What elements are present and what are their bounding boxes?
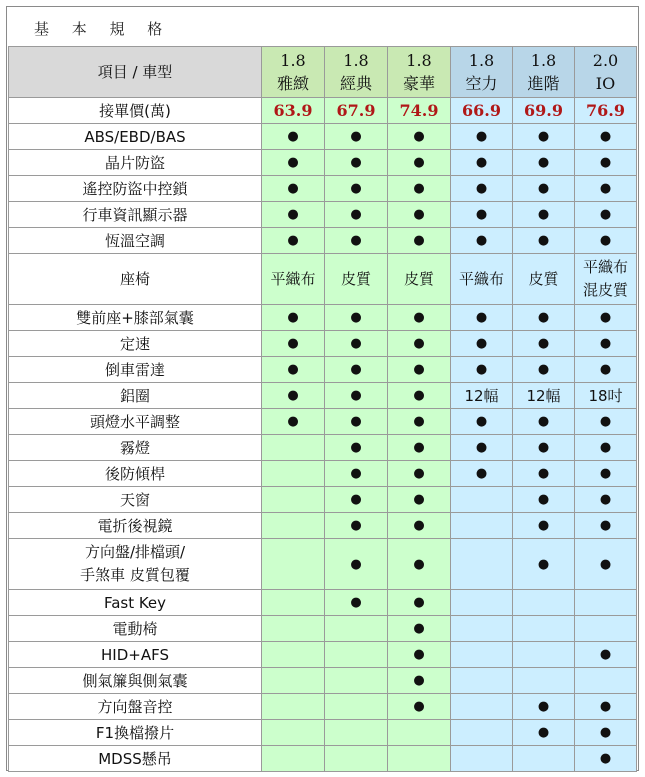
feature-dot: ●	[575, 357, 637, 383]
spec-label: 方向盤音控	[9, 694, 262, 720]
feature-dot: ●	[575, 435, 637, 461]
spec-label: 遙控防盜中控鎖	[9, 176, 262, 202]
spec-row	[9, 616, 637, 642]
price-value: 63.9	[262, 98, 325, 124]
feature-dot: ●	[451, 124, 513, 150]
spec-value: 12幅	[513, 383, 575, 409]
spec-value: 皮質	[513, 254, 575, 305]
feature-dot: ●	[513, 305, 575, 331]
empty-cell	[451, 720, 513, 746]
spec-label: F1換檔撥片	[9, 720, 262, 746]
feature-dot: ●	[575, 409, 637, 435]
spec-label: 行車資訊顯示器	[9, 202, 262, 228]
empty-cell	[451, 513, 513, 539]
feature-dot: ●	[388, 124, 451, 150]
empty-cell	[262, 539, 325, 590]
feature-dot: ●	[513, 539, 575, 590]
feature-dot: ●	[262, 331, 325, 357]
feature-dot: ●	[575, 176, 637, 202]
feature-dot: ●	[262, 228, 325, 254]
feature-dot: ●	[388, 228, 451, 254]
feature-dot: ●	[513, 487, 575, 513]
spec-value: 皮質	[388, 254, 451, 305]
empty-cell	[262, 694, 325, 720]
feature-dot: ●	[575, 642, 637, 668]
feature-dot: ●	[575, 331, 637, 357]
spec-label: 天窗	[9, 487, 262, 513]
spec-row	[9, 357, 637, 383]
empty-cell	[325, 616, 388, 642]
spec-row	[9, 254, 637, 305]
spec-row	[9, 642, 637, 668]
empty-cell	[262, 746, 325, 772]
feature-dot: ●	[388, 409, 451, 435]
feature-dot: ●	[388, 487, 451, 513]
feature-dot: ●	[451, 435, 513, 461]
spec-value: 皮質	[325, 254, 388, 305]
spec-value: 18吋	[575, 383, 637, 409]
feature-dot: ●	[388, 176, 451, 202]
price-label: 接單價(萬)	[9, 98, 262, 124]
spec-row	[9, 539, 637, 590]
spec-row	[9, 461, 637, 487]
empty-cell	[325, 720, 388, 746]
empty-cell	[325, 694, 388, 720]
price-value: 69.9	[513, 98, 575, 124]
feature-dot: ●	[513, 124, 575, 150]
empty-cell	[575, 616, 637, 642]
spec-row	[9, 176, 637, 202]
empty-cell	[325, 642, 388, 668]
feature-dot: ●	[325, 150, 388, 176]
empty-cell	[262, 642, 325, 668]
spec-label: HID+AFS	[9, 642, 262, 668]
spec-row	[9, 409, 637, 435]
empty-cell	[451, 487, 513, 513]
feature-dot: ●	[262, 305, 325, 331]
spec-row	[9, 720, 637, 746]
model-header: 1.8 經典	[325, 47, 388, 98]
empty-cell	[262, 720, 325, 746]
feature-dot: ●	[388, 305, 451, 331]
feature-dot: ●	[388, 202, 451, 228]
feature-dot: ●	[575, 513, 637, 539]
header-label: 項目 / 車型	[9, 47, 262, 98]
spec-label: 電動椅	[9, 616, 262, 642]
spec-label: 倒車雷達	[9, 357, 262, 383]
feature-dot: ●	[575, 124, 637, 150]
empty-cell	[262, 513, 325, 539]
feature-dot: ●	[451, 305, 513, 331]
empty-cell	[451, 642, 513, 668]
spec-value: 平織布	[451, 254, 513, 305]
feature-dot: ●	[325, 590, 388, 616]
empty-cell	[451, 539, 513, 590]
feature-dot: ●	[575, 228, 637, 254]
feature-dot: ●	[325, 461, 388, 487]
spec-row	[9, 668, 637, 694]
empty-cell	[575, 590, 637, 616]
empty-cell	[451, 616, 513, 642]
feature-dot: ●	[513, 150, 575, 176]
feature-dot: ●	[513, 331, 575, 357]
feature-dot: ●	[262, 150, 325, 176]
feature-dot: ●	[451, 176, 513, 202]
feature-dot: ●	[575, 150, 637, 176]
empty-cell	[262, 461, 325, 487]
feature-dot: ●	[575, 746, 637, 772]
empty-cell	[325, 746, 388, 772]
spec-label: 霧燈	[9, 435, 262, 461]
feature-dot: ●	[262, 409, 325, 435]
feature-dot: ●	[513, 409, 575, 435]
spec-row	[9, 746, 637, 772]
spec-label: 電折後視鏡	[9, 513, 262, 539]
feature-dot: ●	[388, 513, 451, 539]
feature-dot: ●	[262, 357, 325, 383]
feature-dot: ●	[451, 228, 513, 254]
feature-dot: ●	[388, 461, 451, 487]
spec-row	[9, 124, 637, 150]
spec-table	[8, 46, 637, 772]
spec-label: 頭燈水平調整	[9, 409, 262, 435]
feature-dot: ●	[325, 176, 388, 202]
empty-cell	[262, 668, 325, 694]
empty-cell	[262, 616, 325, 642]
empty-cell	[513, 616, 575, 642]
feature-dot: ●	[262, 124, 325, 150]
empty-cell	[513, 590, 575, 616]
model-header: 1.8 空力	[451, 47, 513, 98]
feature-dot: ●	[575, 720, 637, 746]
feature-dot: ●	[325, 357, 388, 383]
spec-value: 12幅	[451, 383, 513, 409]
feature-dot: ●	[388, 331, 451, 357]
empty-cell	[262, 590, 325, 616]
price-value: 66.9	[451, 98, 513, 124]
feature-dot: ●	[388, 150, 451, 176]
feature-dot: ●	[262, 176, 325, 202]
empty-cell	[513, 642, 575, 668]
feature-dot: ●	[325, 513, 388, 539]
feature-dot: ●	[575, 461, 637, 487]
model-header: 1.8 進階	[513, 47, 575, 98]
spec-value: 平織布	[262, 254, 325, 305]
spec-label: 定速	[9, 331, 262, 357]
feature-dot: ●	[451, 202, 513, 228]
empty-cell	[262, 487, 325, 513]
feature-dot: ●	[513, 357, 575, 383]
spec-label: 雙前座+膝部氣囊	[9, 305, 262, 331]
feature-dot: ●	[388, 668, 451, 694]
spec-label: MDSS懸吊	[9, 746, 262, 772]
feature-dot: ●	[513, 435, 575, 461]
feature-dot: ●	[262, 202, 325, 228]
spec-label: 後防傾桿	[9, 461, 262, 487]
price-value: 74.9	[388, 98, 451, 124]
spec-label: 恆溫空調	[9, 228, 262, 254]
feature-dot: ●	[451, 409, 513, 435]
spec-row	[9, 383, 637, 409]
spec-row	[9, 331, 637, 357]
feature-dot: ●	[325, 202, 388, 228]
feature-dot: ●	[513, 228, 575, 254]
feature-dot: ●	[325, 435, 388, 461]
spec-label: ABS/EBD/BAS	[9, 124, 262, 150]
spec-row	[9, 202, 637, 228]
spec-label: 鋁圈	[9, 383, 262, 409]
feature-dot: ●	[513, 202, 575, 228]
feature-dot: ●	[325, 383, 388, 409]
model-header: 2.0 IO	[575, 47, 637, 98]
spec-row	[9, 694, 637, 720]
empty-cell	[451, 746, 513, 772]
spec-label: 方向盤/排檔頭/ 手煞車 皮質包覆	[9, 539, 262, 590]
empty-cell	[451, 694, 513, 720]
feature-dot: ●	[513, 694, 575, 720]
empty-cell	[513, 668, 575, 694]
spec-label: Fast Key	[9, 590, 262, 616]
feature-dot: ●	[325, 487, 388, 513]
feature-dot: ●	[388, 642, 451, 668]
empty-cell	[262, 435, 325, 461]
spec-row	[9, 228, 637, 254]
feature-dot: ●	[388, 383, 451, 409]
empty-cell	[451, 668, 513, 694]
spec-label: 晶片防盜	[9, 150, 262, 176]
panel-title: 基 本 規 格	[34, 20, 172, 38]
empty-cell	[451, 590, 513, 616]
feature-dot: ●	[575, 539, 637, 590]
spec-value: 平織布 混皮質	[575, 254, 637, 305]
feature-dot: ●	[451, 357, 513, 383]
feature-dot: ●	[513, 720, 575, 746]
feature-dot: ●	[325, 539, 388, 590]
spec-row	[9, 487, 637, 513]
feature-dot: ●	[388, 694, 451, 720]
price-row	[9, 98, 637, 124]
empty-cell	[388, 720, 451, 746]
feature-dot: ●	[575, 202, 637, 228]
feature-dot: ●	[388, 590, 451, 616]
price-value: 76.9	[575, 98, 637, 124]
feature-dot: ●	[325, 305, 388, 331]
feature-dot: ●	[575, 694, 637, 720]
feature-dot: ●	[325, 409, 388, 435]
feature-dot: ●	[325, 331, 388, 357]
model-header: 1.8 雅緻	[262, 47, 325, 98]
feature-dot: ●	[575, 305, 637, 331]
feature-dot: ●	[262, 383, 325, 409]
feature-dot: ●	[325, 124, 388, 150]
feature-dot: ●	[388, 435, 451, 461]
feature-dot: ●	[388, 357, 451, 383]
spec-label: 側氣簾與側氣囊	[9, 668, 262, 694]
feature-dot: ●	[513, 513, 575, 539]
spec-label: 座椅	[9, 254, 262, 305]
feature-dot: ●	[513, 176, 575, 202]
spec-row	[9, 435, 637, 461]
price-value: 67.9	[325, 98, 388, 124]
empty-cell	[325, 668, 388, 694]
spec-row	[9, 150, 637, 176]
empty-cell	[575, 668, 637, 694]
feature-dot: ●	[325, 228, 388, 254]
feature-dot: ●	[388, 539, 451, 590]
feature-dot: ●	[451, 331, 513, 357]
model-header: 1.8 豪華	[388, 47, 451, 98]
spec-row	[9, 590, 637, 616]
header-row	[9, 47, 637, 98]
feature-dot: ●	[451, 461, 513, 487]
feature-dot: ●	[388, 616, 451, 642]
feature-dot: ●	[451, 150, 513, 176]
empty-cell	[513, 746, 575, 772]
spec-row	[9, 513, 637, 539]
feature-dot: ●	[575, 487, 637, 513]
feature-dot: ●	[513, 461, 575, 487]
empty-cell	[388, 746, 451, 772]
spec-row	[9, 305, 637, 331]
